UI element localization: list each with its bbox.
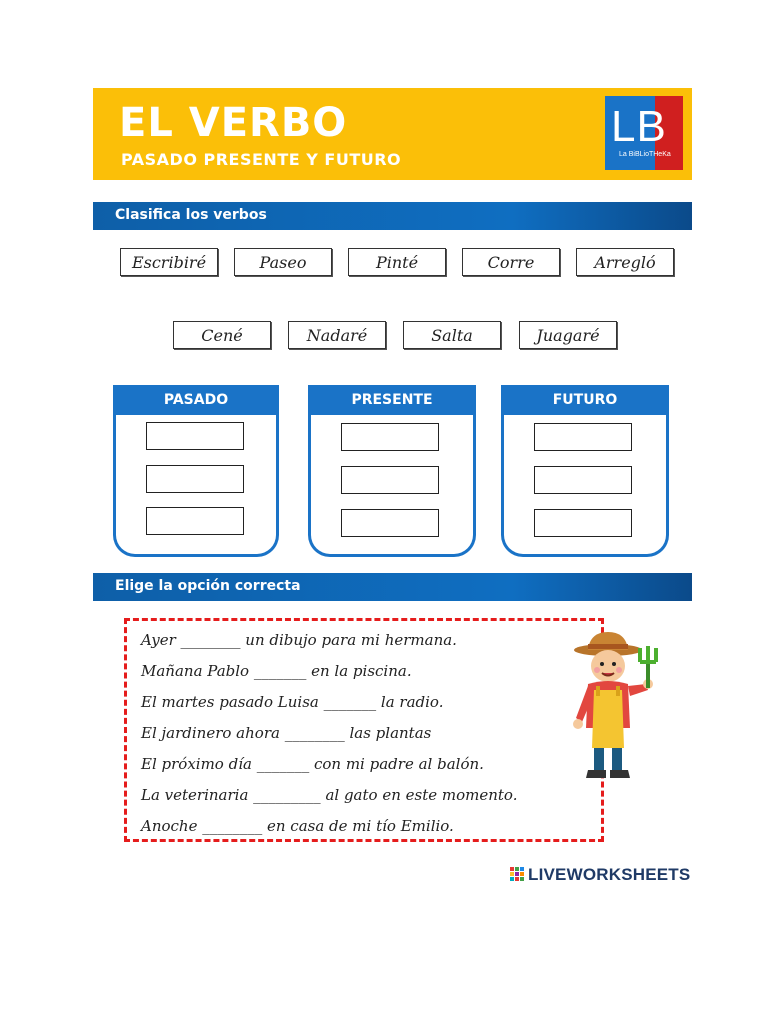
drop-slot[interactable] bbox=[146, 422, 244, 450]
drop-slot[interactable] bbox=[534, 466, 632, 494]
category-header: FUTURO bbox=[501, 385, 669, 415]
lb-logo bbox=[605, 96, 683, 170]
drop-slot[interactable] bbox=[146, 465, 244, 493]
category-header: PRESENTE bbox=[308, 385, 476, 415]
liveworksheets-brand bbox=[510, 864, 690, 886]
category-box-pasado bbox=[113, 385, 279, 557]
word-chip[interactable]: Salta bbox=[403, 321, 501, 349]
drop-slot[interactable] bbox=[146, 507, 244, 535]
sentence-line[interactable]: El jardinero ahora ________ las plantas bbox=[141, 724, 432, 742]
worksheet-header bbox=[93, 88, 692, 180]
word-chip[interactable]: Paseo bbox=[234, 248, 332, 276]
sentence-line[interactable]: El próximo día _______ con mi padre al balón. bbox=[141, 755, 484, 773]
sentence-line[interactable]: Mañana Pablo _______ en la piscina. bbox=[141, 662, 412, 680]
word-chip[interactable]: Escribiré bbox=[120, 248, 218, 276]
word-chip[interactable]: Juagaré bbox=[519, 321, 617, 349]
section-title: Elige la opción correcta bbox=[115, 578, 301, 594]
category-box-futuro bbox=[501, 385, 669, 557]
section-bar-classify bbox=[93, 202, 692, 230]
gardener-illustration bbox=[566, 628, 670, 784]
brand-text: LIVEWORKSHEETS bbox=[528, 865, 691, 884]
section-bar-choose bbox=[93, 573, 692, 601]
logo-caption: La BiBLioTHeKa bbox=[619, 151, 671, 158]
drop-slot[interactable] bbox=[341, 509, 439, 537]
sentence-line[interactable]: Ayer ________ un dibujo para mi hermana. bbox=[141, 631, 457, 649]
drop-slot[interactable] bbox=[534, 423, 632, 451]
sentence-line[interactable]: El martes pasado Luisa _______ la radio. bbox=[141, 693, 444, 711]
category-box-presente bbox=[308, 385, 476, 557]
word-chip[interactable]: Pinté bbox=[348, 248, 446, 276]
word-chip[interactable]: Arregló bbox=[576, 248, 674, 276]
sentence-line[interactable]: La veterinaria _________ al gato en este momento. bbox=[141, 786, 518, 804]
drop-slot[interactable] bbox=[534, 509, 632, 537]
liveworksheets-icon bbox=[510, 867, 526, 883]
worksheet-title: EL VERBO bbox=[119, 100, 348, 146]
category-header: PASADO bbox=[113, 385, 279, 415]
worksheet-subtitle: PASADO PRESENTE Y FUTURO bbox=[121, 150, 402, 169]
logo-letters: LB bbox=[611, 102, 667, 151]
word-chip[interactable]: Corre bbox=[462, 248, 560, 276]
word-chip[interactable]: Nadaré bbox=[288, 321, 386, 349]
word-chip[interactable]: Cené bbox=[173, 321, 271, 349]
sentences-box bbox=[124, 618, 604, 842]
drop-slot[interactable] bbox=[341, 466, 439, 494]
section-title: Clasifica los verbos bbox=[115, 207, 267, 223]
sentence-line[interactable]: Anoche ________ en casa de mi tío Emilio. bbox=[141, 817, 454, 835]
drop-slot[interactable] bbox=[341, 423, 439, 451]
